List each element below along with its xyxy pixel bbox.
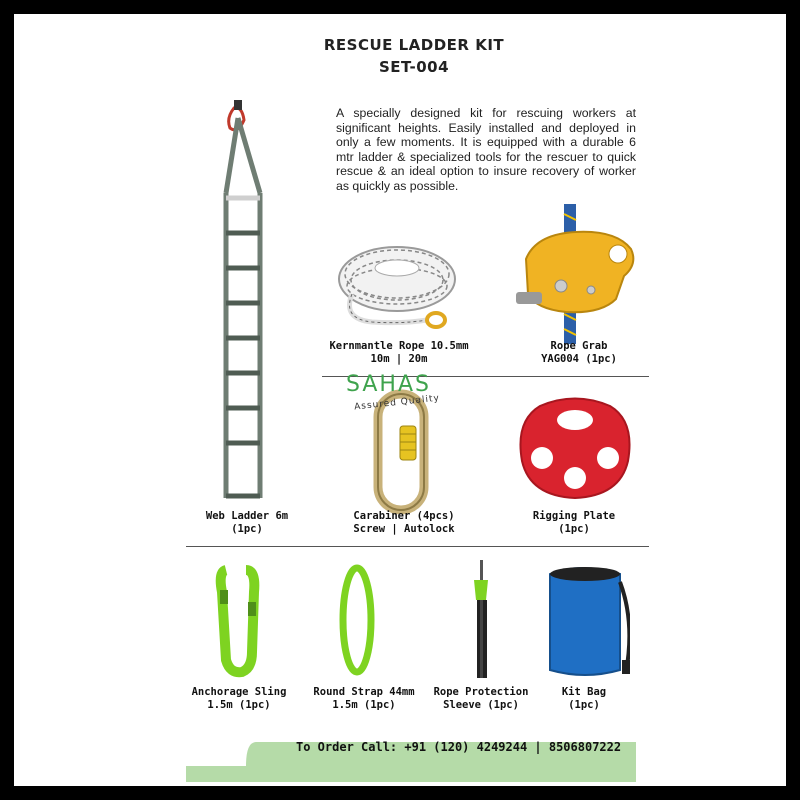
watermark-logo: SAHAS: [346, 372, 431, 397]
divider-bottom: [186, 546, 649, 547]
anchorage-sling-caption: [184, 686, 294, 711]
catalog-page: [14, 14, 786, 786]
kit-bag-image: [540, 562, 630, 682]
carabiner-caption: [339, 510, 469, 535]
rope-grab-caption: [519, 340, 639, 365]
round-strap-size: 1.5m (1pc): [332, 698, 396, 711]
page-title: RESCUE LADDER KIT: [323, 36, 505, 54]
rope-grab-model: YAG004 (1pc): [541, 352, 617, 365]
rigging-plate-image: [510, 386, 640, 506]
kit-bag-name: Kit Bag: [561, 686, 607, 698]
rope-size: 10m | 20m: [370, 352, 428, 365]
web-ladder-caption: [192, 510, 302, 535]
rope-name: Kernmantle Rope 10.5mm: [329, 340, 469, 352]
anchorage-sling-image: [204, 562, 274, 682]
web-ladder-image: [204, 98, 284, 508]
carabiner-type: Screw | Autolock: [353, 522, 455, 535]
page-subtitle: SET-004: [378, 58, 450, 76]
rigging-plate-caption: [524, 510, 624, 535]
kit-bag-caption: [544, 686, 624, 711]
anchorage-sling-name: Anchorage Sling: [191, 686, 287, 698]
rigging-plate-name: Rigging Plate: [532, 510, 616, 522]
web-ladder-qty: (1pc): [231, 522, 263, 535]
round-strap-caption: [304, 686, 424, 711]
web-ladder-name: Web Ladder 6m: [205, 510, 289, 522]
rope-sleeve-caption: [426, 686, 536, 711]
rope-sleeve-name: Rope Protection: [433, 686, 529, 698]
rope-grab-name: Rope Grab: [550, 340, 608, 352]
product-description: A specially designed kit for rescuing workers at significant heights. Easily installed and deployed in only a few moments. It is equipped with a durable 6 mtr ladder & specialized tools for the rescuer to quick rescue & an ideal option to insure recovery of worker as quickly as possible.: [336, 106, 636, 193]
round-strap-name: Round Strap 44mm: [313, 686, 415, 698]
carabiner-name: Carabiner (4pcs): [353, 510, 455, 522]
watermark-tagline: Assured Quality: [353, 393, 441, 413]
kit-bag-qty: (1pc): [568, 698, 600, 711]
order-phone-line: To Order Call: +91 (120) 4249244 | 8506807222: [296, 740, 622, 754]
rigging-plate-qty: (1pc): [558, 522, 590, 535]
footer-curve: [186, 742, 286, 766]
rope-sleeve-image: [466, 560, 506, 680]
rope-grab-image: [506, 204, 646, 344]
anchorage-sling-size: 1.5m (1pc): [207, 698, 271, 711]
rope-caption: [314, 340, 484, 365]
round-strap-image: [332, 560, 382, 680]
kernmantle-rope-image: [332, 234, 462, 334]
rope-sleeve-qty: Sleeve (1pc): [443, 698, 519, 711]
